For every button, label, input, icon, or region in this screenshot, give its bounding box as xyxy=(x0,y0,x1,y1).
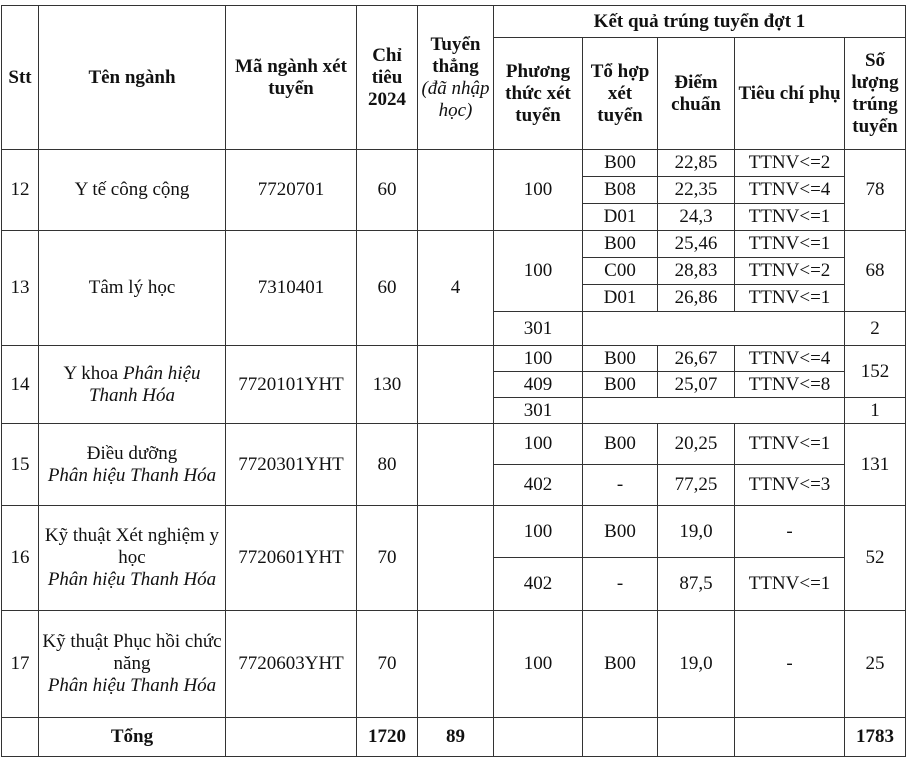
ten-nganh-cell: Y tế công cộng xyxy=(39,150,226,231)
table-row xyxy=(2,231,906,258)
phuong-thuc-cell: 100 xyxy=(494,611,583,718)
empty-cell xyxy=(2,718,39,757)
stt-cell: 16 xyxy=(2,506,39,611)
diem-chuan-cell: 22,35 xyxy=(658,177,735,204)
header-tieu-chi: Tiêu chí phụ xyxy=(735,38,845,150)
ten-nganh-cell xyxy=(39,611,226,718)
empty-cell xyxy=(658,718,735,757)
header-tuyen-thang-title: Tuyển thẳng xyxy=(430,33,481,77)
diem-chuan-cell: 19,0 xyxy=(658,506,735,558)
chi-tieu-cell: 60 xyxy=(357,231,418,346)
empty-cell xyxy=(583,312,845,346)
to-hop-cell: B00 xyxy=(583,611,658,718)
tuyen-thang-cell: 4 xyxy=(418,231,494,346)
diem-chuan-cell: 19,0 xyxy=(658,611,735,718)
total-chi-tieu: 1720 xyxy=(357,718,418,757)
ten-nganh-main: Điều dưỡng xyxy=(86,442,178,464)
table-row xyxy=(2,611,906,718)
phuong-thuc-cell: 100 xyxy=(494,150,583,231)
total-label: Tổng xyxy=(39,718,226,757)
to-hop-cell: - xyxy=(583,558,658,611)
header-so-luong: Số lượng trúng tuyển xyxy=(845,38,906,150)
stt-cell: 14 xyxy=(2,346,39,424)
tieu-chi-cell: TTNV<=1 xyxy=(735,558,845,611)
stt-cell: 15 xyxy=(2,424,39,506)
tieu-chi-cell: TTNV<=1 xyxy=(735,204,845,231)
tuyen-thang-cell xyxy=(418,611,494,718)
table-row xyxy=(2,506,906,558)
tieu-chi-cell: - xyxy=(735,611,845,718)
to-hop-cell: B00 xyxy=(583,424,658,465)
phuong-thuc-cell: 100 xyxy=(494,506,583,558)
diem-chuan-cell: 24,3 xyxy=(658,204,735,231)
ten-nganh-main: Y khoa xyxy=(63,362,119,384)
table-row xyxy=(2,150,906,177)
header-to-hop: Tổ hợp xét tuyển xyxy=(583,38,658,150)
diem-chuan-cell: 26,67 xyxy=(658,346,735,372)
ma-nganh-cell: 7720601YHT xyxy=(226,506,357,611)
phuong-thuc-cell: 409 xyxy=(494,372,583,398)
header-diem-chuan: Điểm chuẩn xyxy=(658,38,735,150)
tieu-chi-cell: TTNV<=4 xyxy=(735,177,845,204)
phuong-thuc-cell: 100 xyxy=(494,231,583,312)
to-hop-cell: D01 xyxy=(583,204,658,231)
phuong-thuc-cell: 301 xyxy=(494,398,583,424)
tieu-chi-cell: - xyxy=(735,506,845,558)
diem-chuan-cell: 28,83 xyxy=(658,258,735,285)
stt-cell: 17 xyxy=(2,611,39,718)
tieu-chi-cell: TTNV<=3 xyxy=(735,465,845,506)
empty-cell xyxy=(735,718,845,757)
table-row xyxy=(2,424,906,465)
diem-chuan-cell: 25,46 xyxy=(658,231,735,258)
ma-nganh-cell: 7720603YHT xyxy=(226,611,357,718)
total-row xyxy=(2,718,906,757)
to-hop-cell: B00 xyxy=(583,231,658,258)
chi-tieu-cell: 80 xyxy=(357,424,418,506)
so-luong-cell: 1 xyxy=(845,398,906,424)
header-phuong-thuc: Phương thức xét tuyển xyxy=(494,38,583,150)
diem-chuan-cell: 26,86 xyxy=(658,285,735,312)
tieu-chi-cell: TTNV<=4 xyxy=(735,346,845,372)
ten-nganh-main: Kỹ thuật Xét nghiệm y học xyxy=(44,525,220,568)
to-hop-cell: B08 xyxy=(583,177,658,204)
phuong-thuc-cell: 402 xyxy=(494,465,583,506)
ma-nganh-cell: 7720101YHT xyxy=(226,346,357,424)
ten-nganh-sub: Phân hiệu Thanh Hóa xyxy=(47,464,217,486)
header-tuyen-thang-note: (đã nhập học) xyxy=(421,77,490,121)
to-hop-cell: D01 xyxy=(583,285,658,312)
total-tuyen-thang: 89 xyxy=(418,718,494,757)
to-hop-cell: B00 xyxy=(583,506,658,558)
phuong-thuc-cell: 100 xyxy=(494,424,583,465)
ten-nganh-cell xyxy=(39,346,226,424)
ten-nganh-cell: Tâm lý học xyxy=(39,231,226,346)
to-hop-cell: B00 xyxy=(583,372,658,398)
tieu-chi-cell: TTNV<=2 xyxy=(735,150,845,177)
tuyen-thang-cell xyxy=(418,424,494,506)
header-tuyen-thang xyxy=(418,6,494,150)
tuyen-thang-cell xyxy=(418,346,494,424)
ten-nganh-sub: Phân hiệu Thanh Hóa xyxy=(47,675,217,696)
so-luong-cell: 131 xyxy=(845,424,906,506)
so-luong-cell: 152 xyxy=(845,346,906,398)
chi-tieu-cell: 130 xyxy=(357,346,418,424)
ma-nganh-cell: 7720701 xyxy=(226,150,357,231)
ten-nganh-sub: Phân hiệu Thanh Hóa xyxy=(88,362,201,406)
ten-nganh-main: Kỹ thuật Phục hồi chức năng xyxy=(42,631,222,674)
phuong-thuc-cell: 301 xyxy=(494,312,583,346)
tieu-chi-cell: TTNV<=2 xyxy=(735,258,845,285)
stt-cell: 13 xyxy=(2,231,39,346)
header-ten-nganh: Tên ngành xyxy=(39,6,226,150)
to-hop-cell: B00 xyxy=(583,150,658,177)
ma-nganh-cell: 7310401 xyxy=(226,231,357,346)
so-luong-cell: 25 xyxy=(845,611,906,718)
tieu-chi-cell: TTNV<=8 xyxy=(735,372,845,398)
tuyen-thang-cell xyxy=(418,150,494,231)
empty-cell xyxy=(583,398,845,424)
header-stt: Stt xyxy=(2,6,39,150)
so-luong-cell: 78 xyxy=(845,150,906,231)
phuong-thuc-cell: 402 xyxy=(494,558,583,611)
admission-results-table xyxy=(1,5,906,757)
diem-chuan-cell: 25,07 xyxy=(658,372,735,398)
diem-chuan-cell: 20,25 xyxy=(658,424,735,465)
chi-tieu-cell: 70 xyxy=(357,611,418,718)
header-ma-nganh: Mã ngành xét tuyển xyxy=(226,6,357,150)
tieu-chi-cell: TTNV<=1 xyxy=(735,285,845,312)
ten-nganh-sub: Phân hiệu Thanh Hóa xyxy=(47,569,217,590)
header-chi-tieu: Chỉ tiêu 2024 xyxy=(357,6,418,150)
so-luong-cell: 52 xyxy=(845,506,906,611)
tieu-chi-cell: TTNV<=1 xyxy=(735,424,845,465)
so-luong-cell: 2 xyxy=(845,312,906,346)
total-so-luong: 1783 xyxy=(845,718,906,757)
ten-nganh-cell xyxy=(39,506,226,611)
chi-tieu-cell: 60 xyxy=(357,150,418,231)
table-row xyxy=(2,346,906,372)
header-ket-qua: Kết quả trúng tuyển đợt 1 xyxy=(494,6,906,38)
empty-cell xyxy=(226,718,357,757)
tieu-chi-cell: TTNV<=1 xyxy=(735,231,845,258)
diem-chuan-cell: 77,25 xyxy=(658,465,735,506)
chi-tieu-cell: 70 xyxy=(357,506,418,611)
empty-cell xyxy=(583,718,658,757)
to-hop-cell: B00 xyxy=(583,346,658,372)
to-hop-cell: C00 xyxy=(583,258,658,285)
stt-cell: 12 xyxy=(2,150,39,231)
empty-cell xyxy=(494,718,583,757)
tuyen-thang-cell xyxy=(418,506,494,611)
ten-nganh-cell xyxy=(39,424,226,506)
phuong-thuc-cell: 100 xyxy=(494,346,583,372)
diem-chuan-cell: 87,5 xyxy=(658,558,735,611)
diem-chuan-cell: 22,85 xyxy=(658,150,735,177)
to-hop-cell: - xyxy=(583,465,658,506)
ma-nganh-cell: 7720301YHT xyxy=(226,424,357,506)
so-luong-cell: 68 xyxy=(845,231,906,312)
